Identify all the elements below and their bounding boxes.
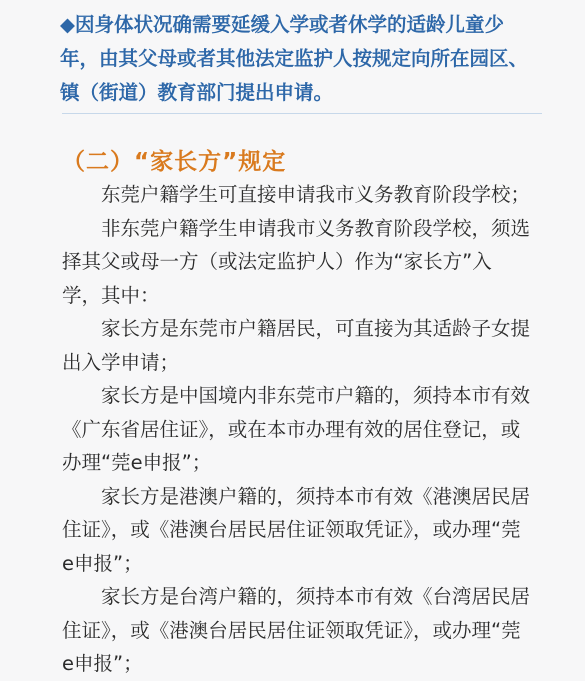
paragraph: 东莞户籍学生可直接申请我市义务教育阶段学校； (101, 183, 531, 206)
highlight-paragraph: ◆因身体状况确需要延缓入学或者休学的适龄儿童少年，由其父母或者其他法定监护人按规定向所在园区、镇（街道）教育部门提出申请。 (60, 13, 529, 104)
section-heading: （二）“家长方”规定 (62, 149, 287, 175)
paragraph: 家长方是台湾户籍的，须持本市有效《台湾居民居住证》，或《港澳台居民居住证领取凭证》，或办理“莞e申报”； (62, 585, 531, 675)
paragraph: 非东莞户籍学生申请我市义务教育阶段学校，须选择其父或母一方（或法定监护人）作为“家长方”入学，其中： (62, 216, 531, 307)
paragraph: 家长方是港澳户籍的，须持本市有效《港澳居民居住证》，或《港澳台居民居住证领取凭证》，或办理“莞e申报”； (62, 484, 531, 575)
section-body (62, 178, 530, 681)
highlight-block (60, 8, 530, 110)
paragraph: 家长方是中国境内非东莞市户籍的，须持本市有效《广东省居住证》，或在本市办理有效的居住登记，或办理“莞e申报”； (62, 384, 531, 474)
paragraph: 家长方是东莞市户籍居民，可直接为其适龄子女提出入学申请； (62, 317, 531, 374)
section-divider (62, 113, 542, 114)
